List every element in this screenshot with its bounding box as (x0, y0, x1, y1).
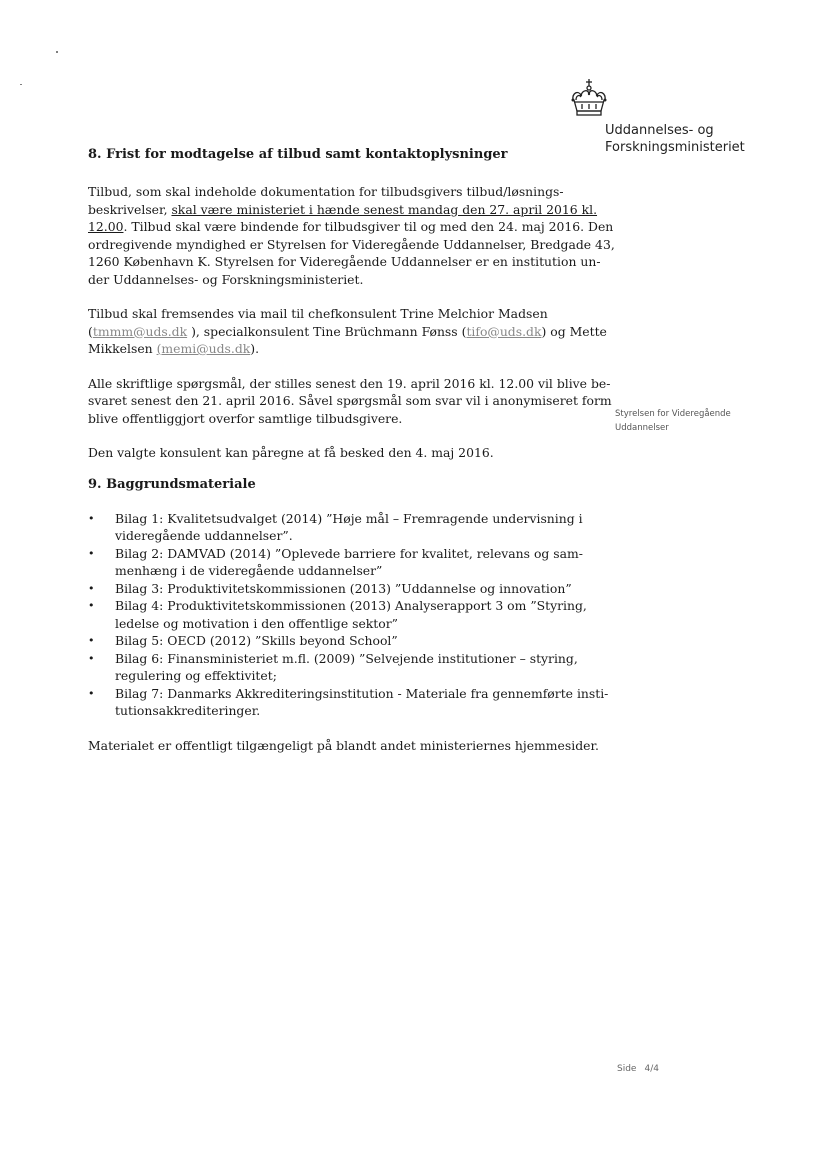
text-span: Mikkelsen (88, 341, 157, 356)
text-line: menhæng i de videregående uddannelser” (115, 563, 383, 578)
page-number-value: 4/4 (644, 1064, 659, 1074)
paragraph-notice (88, 444, 586, 462)
list-item (88, 545, 586, 580)
scan-speck (20, 84, 22, 85)
list-item (88, 580, 586, 598)
text-line (88, 201, 598, 219)
bullet-icon: • (88, 511, 95, 525)
text-line: svaret senest den 21. april 2016. Såvel spørgsmål som svar vil i anonymiseret form (88, 393, 612, 408)
text-span: beskrivelser, (88, 201, 172, 217)
text-line: videregående uddannelser”. (115, 528, 293, 543)
bullet-icon: • (88, 634, 95, 647)
text-line: tutionsakkrediteringer. (115, 703, 261, 718)
text-line: Bilag 6: Finansministeriet m.fl. (2009) ”Selvejende institutioner – styring, (115, 650, 578, 666)
list-item (88, 650, 586, 685)
text-span: ). (250, 341, 260, 356)
paragraph-closing (88, 737, 599, 755)
text-line (88, 218, 614, 236)
ministry-name-line2: Forskningsministeriet (605, 140, 745, 155)
bullet-icon: • (88, 599, 95, 612)
bullet-icon: • (88, 546, 95, 560)
text-line: Den valgte konsulent kan påregne at få besked den 4. maj 2016. (88, 445, 494, 460)
list-item (88, 510, 586, 545)
page-number-label: Side (617, 1064, 637, 1074)
section-heading: 9. Baggrundsmateriale (88, 476, 256, 492)
agency-name-line1: Styrelsen for Videregående (615, 409, 731, 419)
text-line: blive offentliggjort overfor samtlige tilbudsgivere. (88, 410, 403, 426)
list-item (88, 685, 609, 720)
paragraph-deadline (88, 183, 615, 288)
email-link: ( (156, 341, 162, 356)
text-line: ordregivende myndighed er Styrelsen for Videregående Uddannelser, Bredgade 43, (88, 236, 615, 252)
email-link[interactable]: tifo@uds.dk (466, 323, 542, 339)
text-line: Bilag 4: Produktivitetskommissionen (2013) Analyserapport 3 om ”Styring, (115, 598, 587, 613)
crown-icon (568, 78, 608, 120)
paragraph-questions (88, 375, 612, 428)
text-span: ), specialkonsulent Tine Brüchmann Fønss ( (187, 323, 467, 339)
text-line: Bilag 3: Produktivitetskommissionen (2013) ”Uddannelse og innovation” (115, 580, 572, 596)
deadline-emphasis: 12.00 (88, 219, 124, 234)
scan-speck (56, 51, 58, 53)
text-line: Tilbud skal fremsendes via mail til chefkonsulent Trine Melchior Madsen (88, 306, 548, 321)
list-item (88, 597, 586, 632)
text-line: Materialet er offentligt tilgængeligt på blandt andet ministeriernes hjemmesider. (88, 737, 599, 753)
text-line: 1260 København K. Styrelsen for Videregående Uddannelser er en institution un- (88, 254, 601, 269)
appendix-list (88, 510, 609, 720)
text-span: ) og Mette (541, 323, 607, 339)
paragraph-contacts (88, 305, 607, 358)
text-line (88, 340, 586, 358)
ministry-name-line1: Uddannelses- og (605, 123, 714, 138)
bullet-icon: • (88, 651, 95, 665)
bullet-icon: • (88, 686, 95, 700)
text-line: Bilag 2: DAMVAD (2014) ”Oplevede barriere for kvalitet, relevans og sam- (115, 545, 583, 561)
text-line: ledelse og motivation i den offentlige sektor” (115, 615, 399, 631)
text-line: regulering og effektivitet; (115, 668, 277, 683)
document-body (88, 146, 615, 754)
text-line: Alle skriftlige spørgsmål, der stilles senest den 19. april 2016 kl. 12.00 vil blive be- (88, 375, 611, 391)
email-link[interactable]: tmmm@uds.dk (92, 323, 188, 339)
text-span: ( (88, 323, 93, 339)
ministry-name (605, 122, 805, 156)
agency-name (615, 407, 795, 435)
deadline-emphasis: skal være ministeriet i hænde senest mandag den 27. april 2016 kl. (171, 201, 598, 217)
text-line: Bilag 1: Kvalitetsudvalget (2014) ”Høje mål – Fremragende undervisning i (115, 510, 583, 526)
section-heading: 8. Frist for modtagelse af tilbud samt kontaktoplysninger (88, 147, 508, 162)
text-line: der Uddannelses- og Forskningsministeriet. (88, 271, 364, 287)
agency-name-line2: Uddannelser (615, 423, 669, 433)
text-span: . Tilbud skal være bindende for tilbudsgiver til og med den 24. maj 2016. Den (123, 219, 614, 234)
email-link[interactable]: memi@uds.dk (161, 341, 251, 356)
text-line: Bilag 5: OECD (2012) ”Skills beyond School” (115, 633, 398, 648)
text-line: Tilbud, som skal indeholde dokumentation for tilbudsgivers tilbud/løsnings- (88, 184, 564, 199)
text-line: Bilag 7: Danmarks Akkrediteringsinstitution - Materiale fra gennemførte insti- (115, 685, 609, 701)
text-line (88, 323, 607, 341)
bullet-icon: • (88, 581, 95, 595)
list-item (88, 632, 586, 650)
page-number (617, 1064, 659, 1074)
